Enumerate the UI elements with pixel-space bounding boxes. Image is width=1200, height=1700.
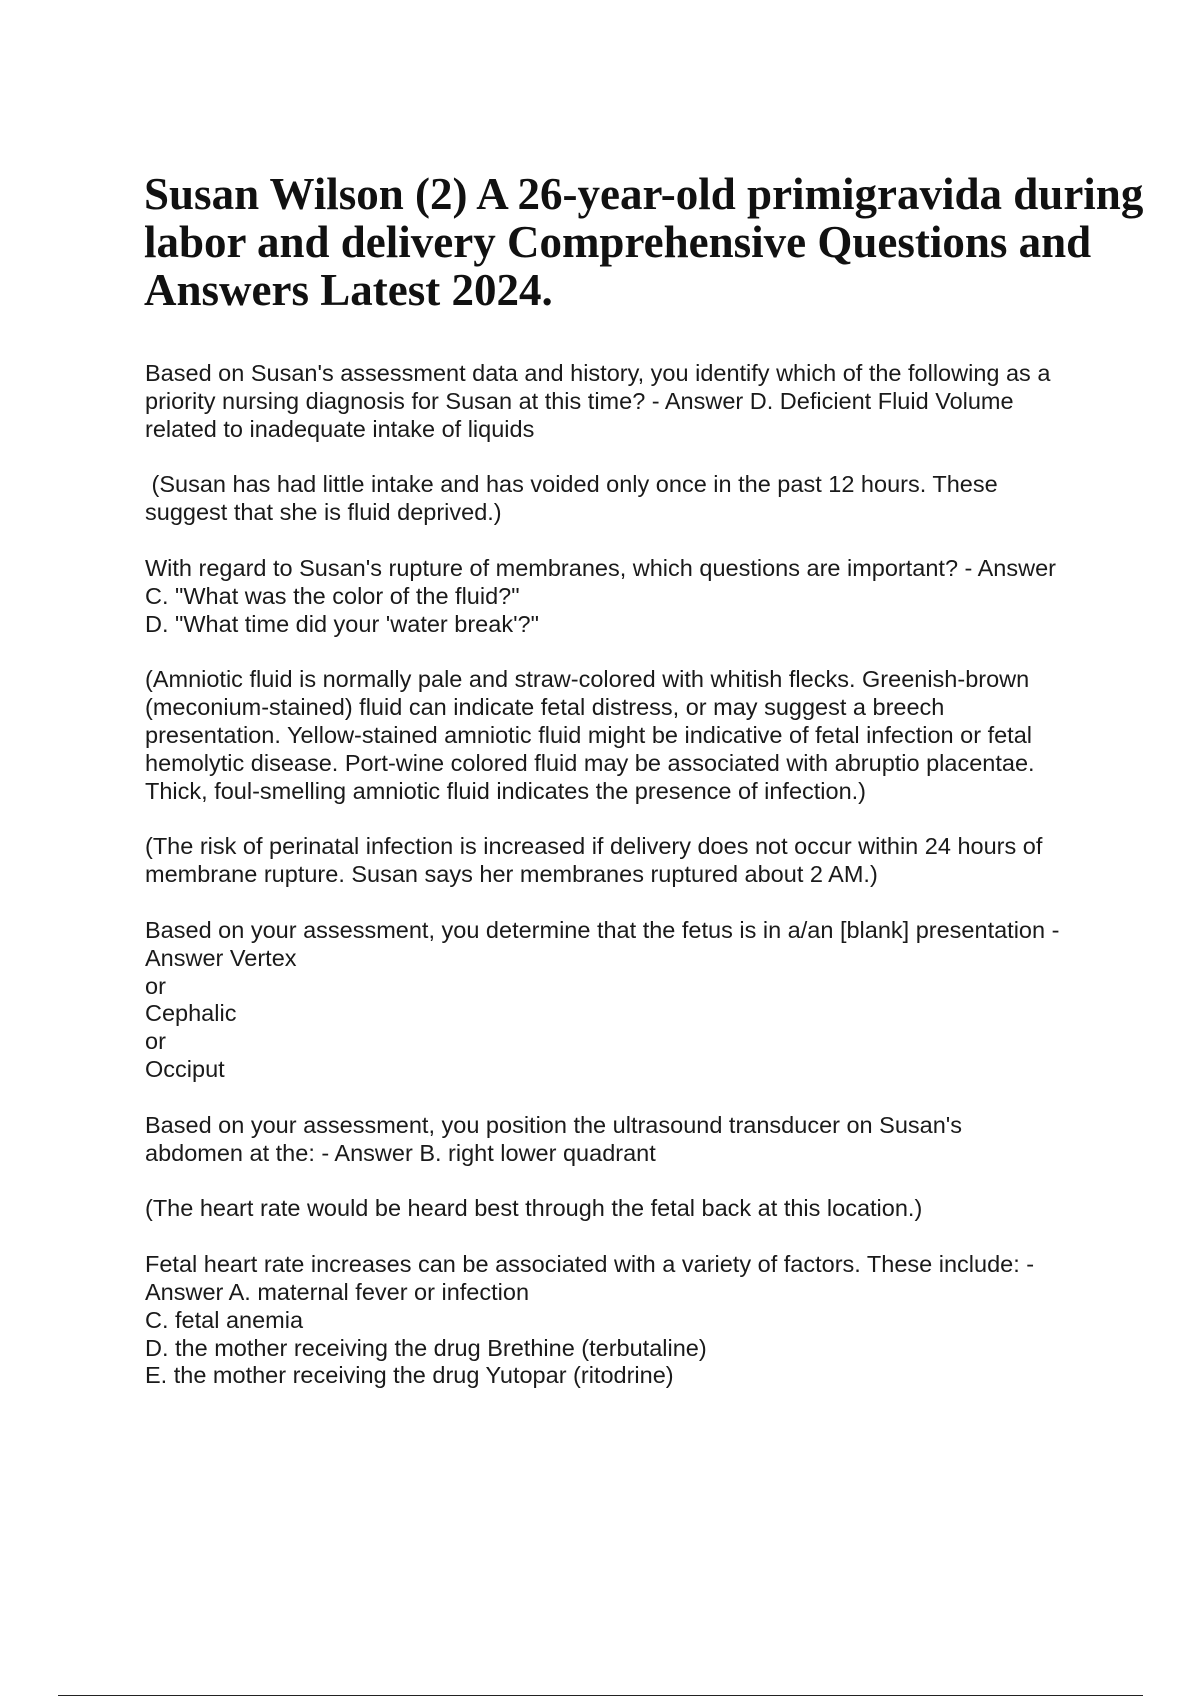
- text-line: C. fetal anemia: [145, 1306, 304, 1333]
- text-line: membrane rupture. Susan says her membranes ruptured about 2 AM.): [145, 861, 878, 888]
- text-line: With regard to Susan's rupture of membranes, which questions are important? - Answer: [145, 554, 1056, 581]
- text-line: (The heart rate would be heard best through the fetal back at this location.): [145, 1195, 923, 1222]
- text-line: Answer Vertex: [145, 944, 297, 971]
- qa-paragraph-membranes: [145, 555, 1105, 638]
- footer-divider: [58, 1695, 1143, 1696]
- qa-paragraph-transducer: [145, 1112, 1105, 1168]
- text-line: C. "What was the color of the fluid?": [145, 582, 520, 609]
- text-line: suggest that she is fluid deprived.): [145, 499, 502, 526]
- text-line: or: [145, 1028, 166, 1055]
- document-body: [145, 360, 1105, 1418]
- title-line: Answers Latest 2024.: [144, 265, 553, 315]
- text-line: Based on your assessment, you position the ultrasound transducer on Susan's: [145, 1111, 963, 1138]
- rationale-paragraph-amniotic-fluid: [145, 666, 1105, 805]
- document-title: [144, 170, 1154, 314]
- rationale-paragraph-fluid: [145, 471, 1105, 527]
- text-line: Based on Susan's assessment data and history, you identify which of the following as a: [145, 360, 1051, 386]
- text-line: Thick, foul-smelling amniotic fluid indicates the presence of infection.): [145, 777, 867, 804]
- text-line: D. the mother receiving the drug Brethine (terbutaline): [145, 1334, 707, 1361]
- text-line: hemolytic disease. Port-wine colored fluid may be associated with abruptio placentae.: [145, 749, 1035, 776]
- text-line: Fetal heart rate increases can be associated with a variety of factors. These include: -: [145, 1251, 1035, 1278]
- text-line: Answer A. maternal fever or infection: [145, 1278, 530, 1305]
- text-line: (meconium-stained) fluid can indicate fetal distress, or may suggest a breech: [145, 694, 945, 721]
- text-line: or: [145, 972, 166, 999]
- text-line: related to inadequate intake of liquids: [145, 415, 535, 442]
- text-line: E. the mother receiving the drug Yutopar (ritodrine): [145, 1362, 674, 1389]
- qa-paragraph-fetal-heart-rate: [145, 1251, 1105, 1390]
- title-line: Susan Wilson (2) A 26-year-old primigravida during: [144, 169, 1144, 219]
- text-line: Based on your assessment, you determine that the fetus is in a/an [blank] presentation -: [145, 916, 1060, 943]
- title-line: labor and delivery Comprehensive Questions and: [144, 217, 1092, 267]
- text-line: (The risk of perinatal infection is increased if delivery does not occur within 24 hours of: [145, 833, 1043, 860]
- qa-paragraph-fluid-volume: [145, 360, 1105, 443]
- qa-paragraph-presentation: [145, 917, 1105, 1084]
- text-line: presentation. Yellow-stained amniotic fluid might be indicative of fetal infection or fetal: [145, 721, 1032, 748]
- text-line: D. "What time did your 'water break'?": [145, 610, 539, 637]
- text-line: (Susan has had little intake and has voided only once in the past 12 hours. These: [145, 471, 998, 498]
- rationale-paragraph-infection-risk: [145, 833, 1105, 889]
- text-line: Occiput: [145, 1055, 225, 1082]
- rationale-paragraph-heart-rate: [145, 1195, 1105, 1223]
- text-line: Cephalic: [145, 1000, 237, 1027]
- text-line: priority nursing diagnosis for Susan at this time? - Answer D. Deficient Fluid Volume: [145, 387, 1014, 414]
- text-line: abdomen at the: - Answer B. right lower quadrant: [145, 1139, 656, 1166]
- text-line: (Amniotic fluid is normally pale and straw-colored with whitish flecks. Greenish-brown: [145, 666, 1030, 693]
